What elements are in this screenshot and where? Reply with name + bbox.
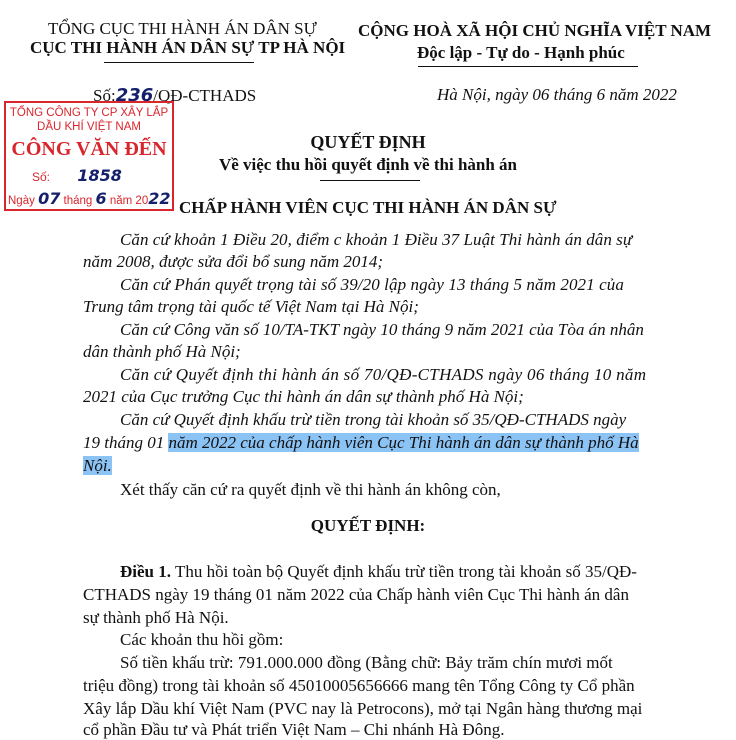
- article1-line1-text: Thu hồi toàn bộ Quyết định khấu trừ tiền trong tài khoản số 35/QĐ-: [174, 562, 637, 581]
- basis-5-line3: [83, 456, 112, 476]
- basis-2-line2: Trung tâm trọng tài quốc tế Việt Nam tại Hà Nội;: [83, 297, 419, 316]
- stamp-so-value: 1858: [77, 166, 122, 185]
- stamp-so-label: Số:: [32, 170, 51, 184]
- stamp-company-line1: TỔNG CÔNG TY CP XÂY LẮP: [9, 107, 169, 119]
- subject-underline: [320, 180, 420, 181]
- amount-line4: cổ phần Đầu tư và Phát triển Việt Nam – Chi nhánh Hà Đông.: [83, 720, 505, 739]
- basis-5-line2-plain: 19 tháng 01: [83, 433, 169, 452]
- basis-5-line2: [83, 433, 639, 453]
- number-handwritten: 236: [115, 85, 154, 106]
- basis-1-line2: năm 2008, được sửa đổi bổ sung năm 2014;: [83, 252, 384, 271]
- agency-underline: [104, 62, 254, 63]
- number-prefix: Số:: [93, 86, 116, 105]
- basis-4-line1: Căn cứ Quyết định thi hành án số 70/QĐ-CTHADS ngày 06 tháng 10 năm: [120, 365, 647, 384]
- decision-heading: QUYẾT ĐỊNH:: [310, 516, 426, 535]
- agency-name: CỤC THI HÀNH ÁN DÂN SỰ TP HÀ NỘI: [30, 38, 346, 57]
- doc-subject: Về việc thu hồi quyết định về thi hành án: [218, 155, 518, 174]
- stamp-date-row: [8, 189, 170, 208]
- article1-items-intro: Các khoản thu hồi gồm:: [120, 630, 284, 649]
- place-date: Hà Nội, ngày 06 tháng 6 năm 2022: [437, 85, 677, 104]
- amount-line3: Xây lắp Dầu khí Việt Nam (PVC nay là Petrocons), mở tại Ngân hàng thương mại: [83, 699, 643, 718]
- stamp-ngay-label: Ngày: [8, 195, 35, 207]
- basis-4-line2: 2021 của Cục trưởng Cục thi hành án dân sự thành phố Hà Nội;: [83, 387, 524, 406]
- amount-line1: Số tiền khấu trừ: 791.000.000 đồng (Bằng chữ: Bảy trăm chín mươi mốt: [120, 653, 613, 672]
- consideration: Xét thấy căn cứ ra quyết định về thi hành án không còn,: [120, 480, 501, 499]
- stamp-nam-value: 22: [148, 189, 171, 208]
- article1-line2: CTHADS ngày 19 tháng 01 năm 2022 của Chấp hành viên Cục Thi hành án dân: [83, 585, 629, 604]
- motto-underline: [418, 66, 638, 67]
- amount-line2: triệu đồng) trong tài khoản số 45010005656666 mang tên Tổng Công ty Cổ phần: [83, 676, 635, 695]
- national-motto: Độc lập - Tự do - Hạnh phúc: [417, 43, 625, 62]
- article1-line1: [120, 562, 637, 582]
- stamp-company-line2: DẦU KHÍ VIỆT NAM: [37, 121, 141, 133]
- stamp-nam-label: năm 20: [109, 195, 149, 207]
- article1-line3: sự thành phố Hà Nội.: [83, 608, 229, 627]
- stamp-title: CÔNG VĂN ĐẾN: [11, 138, 167, 160]
- basis-3-line2: dân thành phố Hà Nội;: [83, 342, 241, 361]
- basis-5-line2-highlight: năm 2022 của chấp hành viên Cục Thi hành án dân sự thành phố Hà: [168, 433, 639, 452]
- basis-5-line1: Căn cứ Quyết định khấu trừ tiền trong tài khoản số 35/QĐ-CTHADS ngày: [120, 410, 627, 429]
- article1-label: Điều 1.: [120, 562, 171, 581]
- basis-1-line1: Căn cứ khoản 1 Điều 20, điểm c khoản 1 Điều 37 Luật Thi hành án dân sự: [120, 230, 633, 249]
- issuer: CHẤP HÀNH VIÊN CỤC THI HÀNH ÁN DÂN SỰ: [179, 198, 557, 217]
- basis-3-line1: Căn cứ Công văn số 10/TA-TKT ngày 10 tháng 9 năm 2021 của Tòa án nhân: [120, 320, 644, 339]
- stamp-thang-label: tháng: [63, 195, 93, 207]
- doc-type-title: QUYẾT ĐỊNH: [310, 132, 426, 152]
- agency-parent: TỔNG CỤC THI HÀNH ÁN DÂN SỰ: [48, 19, 317, 38]
- stamp-ngay-value: 07: [38, 189, 61, 208]
- stamp-thang-value: 6: [95, 189, 107, 208]
- number-suffix: /QĐ-CTHADS: [153, 86, 257, 105]
- basis-5-line3-highlight: Nội.: [83, 456, 112, 475]
- country-name: CỘNG HOÀ XÃ HỘI CHỦ NGHĨA VIỆT NAM: [358, 21, 712, 40]
- basis-2-line1: Căn cứ Phán quyết trọng tài số 39/20 lập ngày 13 tháng 5 năm 2021 của: [120, 275, 624, 294]
